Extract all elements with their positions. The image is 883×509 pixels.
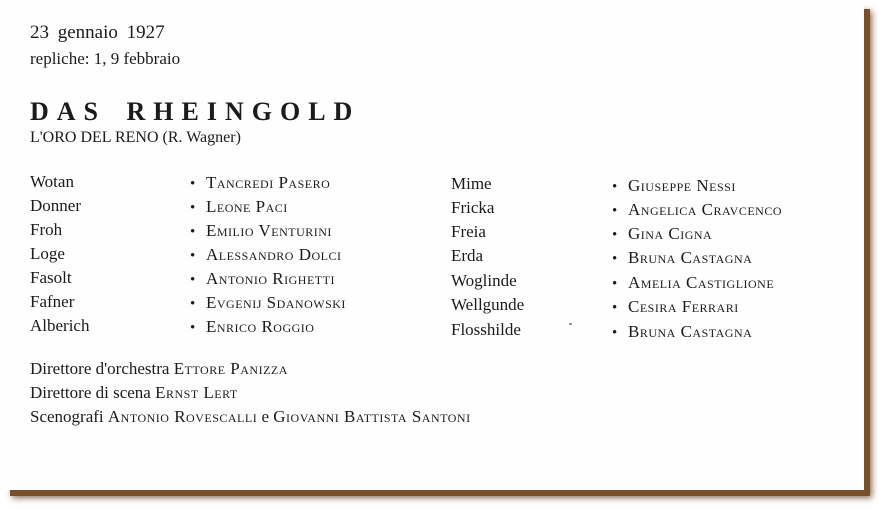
cast-row-singer <box>190 294 346 312</box>
speck-mark <box>569 323 572 325</box>
singer-name: Evgenij Sdanowski <box>206 293 346 312</box>
role-name: Woglinde <box>451 271 517 290</box>
role-name: Froh <box>30 220 63 239</box>
bullet: • <box>190 176 196 192</box>
stage-director-credit <box>30 384 238 401</box>
cast-row-singer <box>190 198 288 216</box>
singer-name: Bruna Castagna <box>628 322 753 341</box>
cast-row-singer <box>190 222 332 240</box>
role-name: Wellgunde <box>451 295 525 314</box>
role-name: Fasolt <box>30 268 72 287</box>
set-designer-name: Antonio Rovescalli <box>107 407 258 426</box>
role-name: Wotan <box>30 172 74 191</box>
cast-row-singer <box>612 201 782 219</box>
singer-name: Tancredi Pasero <box>206 173 331 192</box>
cast-row-singer <box>612 225 712 243</box>
bullet: • <box>190 296 196 312</box>
cast-row-singer <box>190 246 341 264</box>
stage-director-name: Ernst Lert <box>155 383 238 402</box>
set-designers-joiner: e <box>261 407 269 426</box>
opera-subtitle: L'ORO DEL RENO (R. Wagner) <box>30 129 241 146</box>
cast-row-singer <box>190 270 335 288</box>
singer-name: Gina Cigna <box>628 224 713 243</box>
role-name: Erda <box>451 246 484 265</box>
bullet: • <box>612 300 618 316</box>
set-designers-label: Scenografi <box>30 407 104 426</box>
conductor-label: Direttore d'orchestra <box>30 359 170 378</box>
bullet: • <box>612 325 618 341</box>
program-card <box>4 3 864 490</box>
conductor-credit <box>30 360 288 377</box>
bullet: • <box>612 276 618 292</box>
bullet: • <box>612 251 618 267</box>
singer-name: Giuseppe Nessi <box>628 176 736 195</box>
singer-name: Cesira Ferrari <box>628 297 739 316</box>
bullet: • <box>190 272 196 288</box>
bullet: • <box>190 224 196 240</box>
role-name: Mime <box>451 174 492 193</box>
role-name: Flosshilde <box>451 320 521 339</box>
cast-row-singer <box>612 274 774 292</box>
role-name: Freia <box>451 222 486 241</box>
singer-name: Antonio Righetti <box>206 269 335 288</box>
stage-director-label: Direttore di scena <box>30 383 151 402</box>
set-designer-name: Giovanni Battista Santoni <box>273 407 471 426</box>
cast-row-singer <box>190 318 314 336</box>
role-name: Donner <box>30 196 81 215</box>
cast-row-singer <box>190 174 330 192</box>
opera-title: DAS RHEINGOLD <box>30 97 361 126</box>
singer-name: Alessandro Dolci <box>206 245 342 264</box>
bullet: • <box>612 227 618 243</box>
bullet: • <box>612 179 618 195</box>
set-designers-credit <box>30 408 471 425</box>
role-name: Fricka <box>451 198 495 217</box>
cast-row-singer <box>612 249 752 267</box>
bullet: • <box>612 203 618 219</box>
repeat-dates: repliche: 1, 9 febbraio <box>30 49 181 68</box>
singer-name: Bruna Castagna <box>628 248 753 267</box>
singer-name: Angelica Cravcenco <box>628 200 782 219</box>
premiere-date: 23 gennaio 1927 <box>30 22 165 43</box>
conductor-name: Ettore Panizza <box>173 359 288 378</box>
role-name: Loge <box>30 244 65 263</box>
singer-name: Emilio Venturini <box>206 221 332 240</box>
singer-name: Leone Paci <box>206 197 288 216</box>
cast-row-singer <box>612 323 752 341</box>
bullet: • <box>190 200 196 216</box>
singer-name: Amelia Castiglione <box>628 273 775 292</box>
cast-row-singer <box>612 177 736 195</box>
singer-name: Enrico Roggio <box>206 317 315 336</box>
role-name: Fafner <box>30 292 75 311</box>
bullet: • <box>190 248 196 264</box>
bullet: • <box>190 320 196 336</box>
role-name: Alberich <box>30 316 90 335</box>
cast-row-singer <box>612 298 739 316</box>
